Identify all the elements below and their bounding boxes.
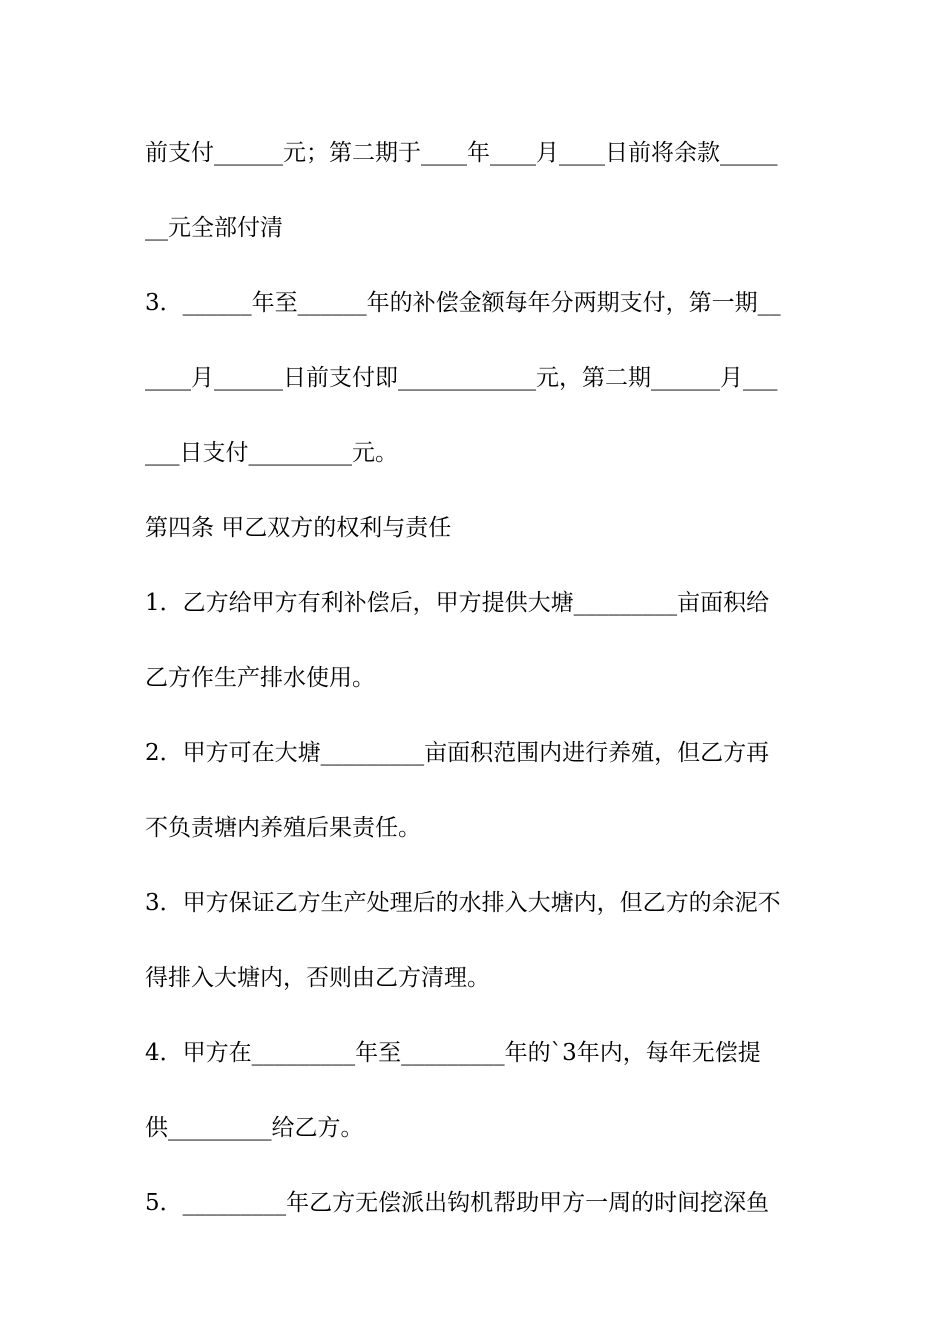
text-line: ___日支付_________元。 [145,440,398,466]
text-line: 3．甲方保证乙方生产处理后的水排入大塘内，但乙方的余泥不 [145,890,781,916]
text-line: 乙方作生产排水使用。 [145,665,375,691]
text-line: ____月______日前支付即____________元，第二期______月___ [145,365,778,391]
text-line: 供_________给乙方。 [145,1115,364,1141]
text-line: 不负责塘内养殖后果责任。 [145,815,421,841]
text-line: 得排入大塘内，否则由乙方清理。 [145,965,490,991]
text-line: 3．______年至______年的补偿金额每年分两期支付，第一期__ [145,290,781,316]
text-line: 1．乙方给甲方有利补偿后，甲方提供大塘_________亩面积给 [145,590,770,616]
document-body [145,127,810,1252]
text-line: 前支付______元；第二期于____年____月____日前将余款_____ [145,140,778,166]
text-line: __元全部付清 [145,215,283,241]
section-heading: 第四条 甲乙双方的权利与责任 [145,515,452,541]
text-line: 2．甲方可在大塘_________亩面积范围内进行养殖，但乙方再 [145,740,770,766]
text-line: 5．_________年乙方无偿派出钩机帮助甲方一周的时间挖深鱼 [145,1190,770,1216]
text-line: 4．甲方在_________年至_________年的`3年内，每年无偿提 [145,1040,761,1066]
